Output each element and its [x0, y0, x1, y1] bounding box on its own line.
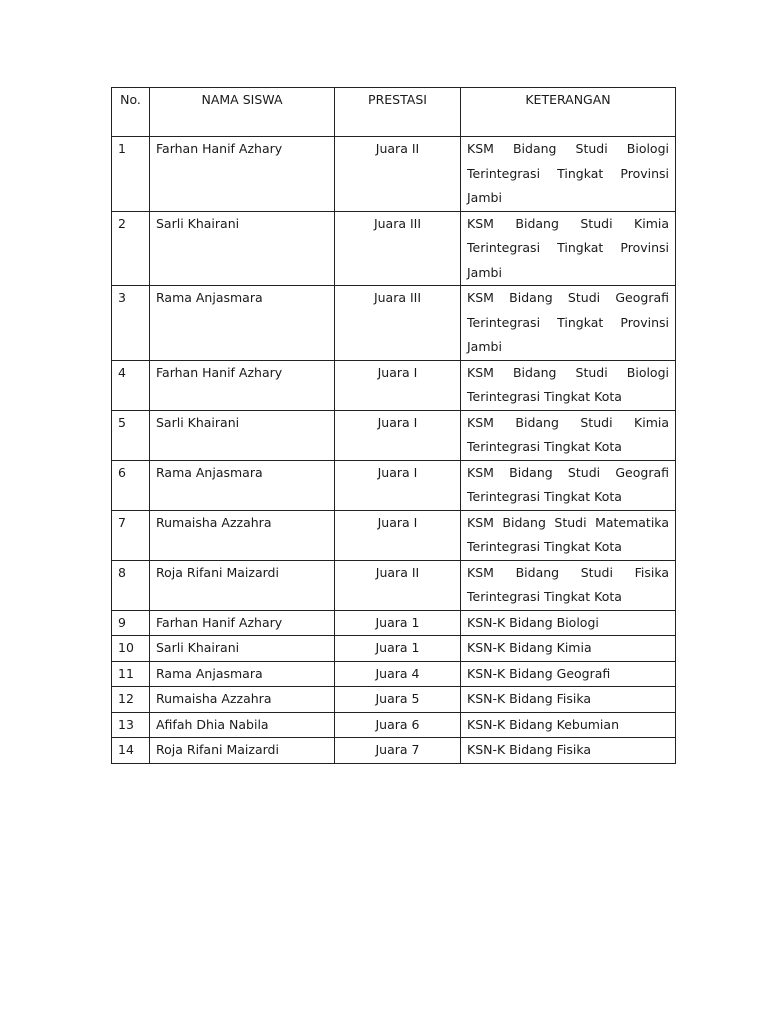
cell-nama-siswa: Farhan Hanif Azhary — [150, 137, 335, 212]
table-row — [112, 560, 676, 610]
cell-keterangan: KSM Bidang Studi Fisika Terintegrasi Tingkat Kota — [461, 560, 676, 610]
cell-prestasi: Juara I — [335, 410, 461, 460]
table-row — [112, 610, 676, 636]
cell-prestasi: Juara III — [335, 211, 461, 286]
table-row — [112, 211, 676, 286]
cell-prestasi: Juara 4 — [335, 661, 461, 687]
cell-nama-siswa: Rama Anjasmara — [150, 661, 335, 687]
cell-nama-siswa: Rumaisha Azzahra — [150, 687, 335, 713]
cell-no: 7 — [112, 510, 150, 560]
cell-keterangan: KSM Bidang Studi Geografi Terintegrasi Tingkat Provinsi Jambi — [461, 286, 676, 361]
cell-nama-siswa: Rama Anjasmara — [150, 286, 335, 361]
cell-no: 8 — [112, 560, 150, 610]
table-body — [112, 137, 676, 764]
cell-nama-siswa: Afifah Dhia Nabila — [150, 712, 335, 738]
table-row — [112, 360, 676, 410]
cell-keterangan: KSM Bidang Studi Kimia Terintegrasi Tingkat Kota — [461, 410, 676, 460]
table-row — [112, 460, 676, 510]
cell-keterangan: KSN-K Bidang Geografi — [461, 661, 676, 687]
cell-no: 12 — [112, 687, 150, 713]
cell-nama-siswa: Rama Anjasmara — [150, 460, 335, 510]
cell-no: 3 — [112, 286, 150, 361]
table-row — [112, 661, 676, 687]
cell-nama-siswa: Sarli Khairani — [150, 211, 335, 286]
header-prestasi: PRESTASI — [335, 88, 461, 137]
cell-no: 5 — [112, 410, 150, 460]
cell-nama-siswa: Roja Rifani Maizardi — [150, 560, 335, 610]
cell-no: 13 — [112, 712, 150, 738]
table-row — [112, 286, 676, 361]
cell-nama-siswa: Farhan Hanif Azhary — [150, 610, 335, 636]
cell-nama-siswa: Rumaisha Azzahra — [150, 510, 335, 560]
cell-keterangan: KSM Bidang Studi Matematika Terintegrasi Tingkat Kota — [461, 510, 676, 560]
cell-prestasi: Juara I — [335, 460, 461, 510]
cell-no: 1 — [112, 137, 150, 212]
cell-nama-siswa: Sarli Khairani — [150, 636, 335, 662]
cell-prestasi: Juara I — [335, 360, 461, 410]
table-row — [112, 687, 676, 713]
cell-keterangan: KSN-K Bidang Fisika — [461, 738, 676, 764]
cell-prestasi: Juara 5 — [335, 687, 461, 713]
cell-keterangan: KSM Bidang Studi Biologi Terintegrasi Tingkat Provinsi Jambi — [461, 137, 676, 212]
cell-prestasi: Juara III — [335, 286, 461, 361]
cell-nama-siswa: Roja Rifani Maizardi — [150, 738, 335, 764]
achievement-table — [111, 87, 676, 764]
cell-keterangan: KSM Bidang Studi Kimia Terintegrasi Tingkat Provinsi Jambi — [461, 211, 676, 286]
cell-no: 10 — [112, 636, 150, 662]
cell-keterangan: KSN-K Bidang Kimia — [461, 636, 676, 662]
header-no: No. — [112, 88, 150, 137]
cell-no: 11 — [112, 661, 150, 687]
cell-keterangan: KSN-K Bidang Biologi — [461, 610, 676, 636]
table-row — [112, 712, 676, 738]
cell-no: 14 — [112, 738, 150, 764]
cell-keterangan: KSM Bidang Studi Geografi Terintegrasi Tingkat Kota — [461, 460, 676, 510]
cell-prestasi: Juara 1 — [335, 636, 461, 662]
cell-prestasi: Juara 6 — [335, 712, 461, 738]
cell-prestasi: Juara 1 — [335, 610, 461, 636]
cell-keterangan: KSM Bidang Studi Biologi Terintegrasi Tingkat Kota — [461, 360, 676, 410]
header-keterangan: KETERANGAN — [461, 88, 676, 137]
cell-no: 4 — [112, 360, 150, 410]
cell-prestasi: Juara II — [335, 560, 461, 610]
table-row — [112, 410, 676, 460]
cell-prestasi: Juara 7 — [335, 738, 461, 764]
cell-no: 2 — [112, 211, 150, 286]
table-row — [112, 510, 676, 560]
cell-prestasi: Juara I — [335, 510, 461, 560]
cell-no: 6 — [112, 460, 150, 510]
table-row — [112, 636, 676, 662]
header-nama-siswa: NAMA SISWA — [150, 88, 335, 137]
cell-nama-siswa: Farhan Hanif Azhary — [150, 360, 335, 410]
cell-prestasi: Juara II — [335, 137, 461, 212]
table-row — [112, 137, 676, 212]
table-row — [112, 738, 676, 764]
table-header-row — [112, 88, 676, 137]
cell-keterangan: KSN-K Bidang Kebumian — [461, 712, 676, 738]
cell-nama-siswa: Sarli Khairani — [150, 410, 335, 460]
cell-keterangan: KSN-K Bidang Fisika — [461, 687, 676, 713]
cell-no: 9 — [112, 610, 150, 636]
